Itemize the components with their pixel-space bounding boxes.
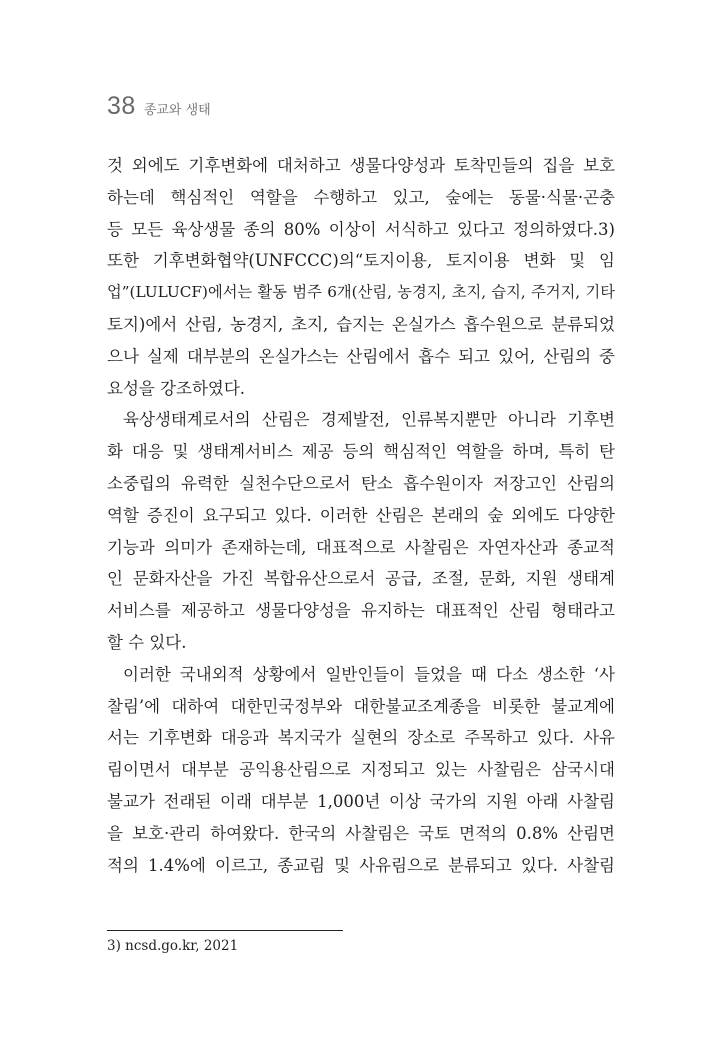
text-line: 림이면서 대부분 공익용산림으로 지정되고 있는 사찰림은 삼국시대 [107,760,615,780]
text-line: 서는 기후변화 대응과 복지국가 실현의 장소로 주목하고 있다. 사유 [107,728,615,748]
text-line: 요성을 강조하였다. [107,378,246,398]
running-title: 종교와 생태 [143,103,211,118]
text-line: 화 대응 및 생태계서비스 제공 등의 핵심적인 역할을 하며, 특히 탄 [107,442,615,462]
text-line: 기능과 의미가 존재하는데, 대표적으로 사찰림은 자연자산과 종교적 [107,537,615,557]
text-line: 찰림’에 대하여 대한민국정부와 대한불교조계종을 비롯한 불교계에 [107,696,615,716]
text-line: 을 보호·관리 하여왔다. 한국의 사찰림은 국토 면적의 0.8% 산림면 [107,823,615,843]
text-line: 업”(LULUCF)에서는 활동 범주 6개(산림, 농경지, 초지, 습지, 주거지, 기타 [107,283,615,302]
text-line: 인 문화자산을 가진 복합유산으로서 공급, 조절, 문화, 지원 생태계 [107,569,615,589]
text-line: 불교가 전래된 이래 대부분 1,000년 이상 국가의 지원 아래 사찰림 [107,791,615,811]
text-line: 적의 1.4%에 이르고, 종교림 및 사유림으로 분류되고 있다. 사찰림 [107,855,615,875]
text-line: 육상생태계로서의 산림은 경제발전, 인류복지뿐만 아니라 기후변 [123,410,615,430]
text-line: 토지)에서 산림, 농경지, 초지, 습지는 온실가스 흡수원으로 분류되었 [107,314,615,334]
text-line: 이러한 국내외적 상황에서 일반인들이 들었을 때 다소 생소한 ‘사 [123,664,615,684]
text-line: 으나 실제 대부분의 온실가스는 산림에서 흡수 되고 있어, 산림의 중 [107,346,615,366]
text-line: 역할 증진이 요구되고 있다. 이러한 산림은 본래의 숲 외에도 다양한 [107,505,615,525]
page-header [107,92,211,121]
text-line: 하는데 핵심적인 역할을 수행하고 있고, 숲에는 동물·식물·곤충 [107,187,615,207]
text-line: 할 수 있다. [107,632,187,652]
text-line: 것 외에도 기후변화에 대처하고 생물다양성과 토착민들의 집을 보호 [107,156,615,175]
footnote: 3) ncsd.go.kr, 2021 [107,938,239,954]
footnote-divider [107,930,343,931]
text-line: 소중립의 유력한 실천수단으로서 탄소 흡수원이자 저장고인 산림의 [107,473,615,493]
body-text [107,150,615,881]
text-line: 서비스를 제공하고 생물다양성을 유지하는 대표적인 산림 형태라고 [107,601,615,621]
text-line: 등 모든 육상생물 종의 80% 이상이 서식하고 있다고 정의하였다.3) [107,219,615,239]
page-number: 38 [107,92,136,120]
text-line: 또한 기후변화협약(UNFCCC)의“토지이용, 토지이용 변화 및 임 [107,251,615,271]
